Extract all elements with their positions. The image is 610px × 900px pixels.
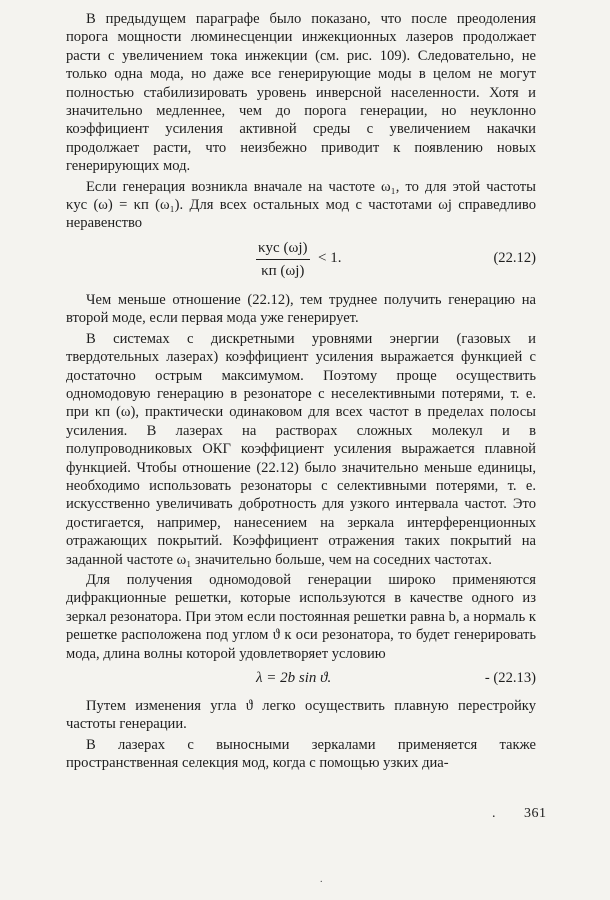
equation-expression: λ = 2b sin ϑ. bbox=[256, 670, 332, 686]
footer-dot: . bbox=[492, 806, 496, 821]
page-body bbox=[66, 10, 536, 773]
paragraph-7: В лазерах с выносными зеркалами применяется также пространственная селекция мод, когда с помощью узких диа- bbox=[66, 736, 536, 772]
paragraph-2: Если генерация возникла вначале на частоте ω₁, то для этой частоты κус (ω) = κп (ω₁). Для всех остальных мод с частотами ωj справедливо неравенство bbox=[66, 178, 536, 232]
inequality-relation: < 1. bbox=[318, 249, 342, 266]
paragraph-3: Чем меньше отношение (22.12), тем труднее получить генерацию на второй моде, если первая мода уже генерирует. bbox=[66, 291, 536, 327]
equation-22-12 bbox=[66, 237, 536, 287]
equation-number-22-12: (22.12) bbox=[493, 249, 536, 266]
fraction-numerator: κус (ωj) bbox=[256, 239, 310, 260]
paragraph-1: В предыдущем параграфе было показано, что после преодоления порога мощности люминесценции инжекционных лазеров продолжает расти с увеличением тока инжекции (см. рис. 109). Следовательно, не только одна мода, но даже все генерирующие моды в целом не могут полностью стабилизировать уровень инверсной населенности. Хотя и значительно медленнее, чем до порога генерации, но неуклонно коэффициент усиления активной среды с увеличением накачки продолжает расти, что неизбежно приводит к появлению новых генерирующих мод. bbox=[66, 11, 536, 175]
paragraph-6: Путем изменения угла ϑ легко осуществить плавную перестройку частоты генерации. bbox=[66, 698, 536, 733]
equation-22-13 bbox=[66, 665, 536, 695]
page-number-area bbox=[492, 806, 547, 822]
fraction-denominator: κп (ωj) bbox=[261, 262, 305, 279]
paragraph-4: В системах с дискретными уровнями энергии (газовых и твердотельных лазерах) коэффициент усиления выражается функцией с достаточно острым максимумом. Поэтому проще осуществить одномодовую генерацию в резонаторе с неселективными потерями, т. е. при κп (ω), практически одинаковом для всех частот в пределах полосы усиления. В лазерах на растворах сложных молекул и в полупроводниковых ОКГ коэффициент усиления выражается плавной функцией. Чтобы отношение (22.12) было значительно меньше единицы, необходимо использовать резонаторы с селективными потерями, т. е. искусственно увеличивать добротность для узкого интервала частот. Это достигается, например, нанесением на зеркала интерференционных отражающих покрытий. Коэффициент отражения таких покрытий на заданной частоте ω₁ значительно больше, чем на соседних частотах. bbox=[66, 330, 536, 568]
page-number: 361 bbox=[524, 806, 547, 821]
bottom-mark: . bbox=[320, 874, 323, 885]
paragraph-5: Для получения одномодовой генерации широко применяются дифракционные решетки, которые используются в качестве одного из зеркал резонатора. При этом если постоянная решетки равна b, а нормаль к решетке расположена под углом ϑ к оси резонатора, то будет генерировать мода, длина волны которой удовлетворяет условию bbox=[66, 571, 536, 662]
fraction bbox=[256, 239, 310, 280]
equation-number-22-13: - (22.13) bbox=[484, 670, 536, 686]
